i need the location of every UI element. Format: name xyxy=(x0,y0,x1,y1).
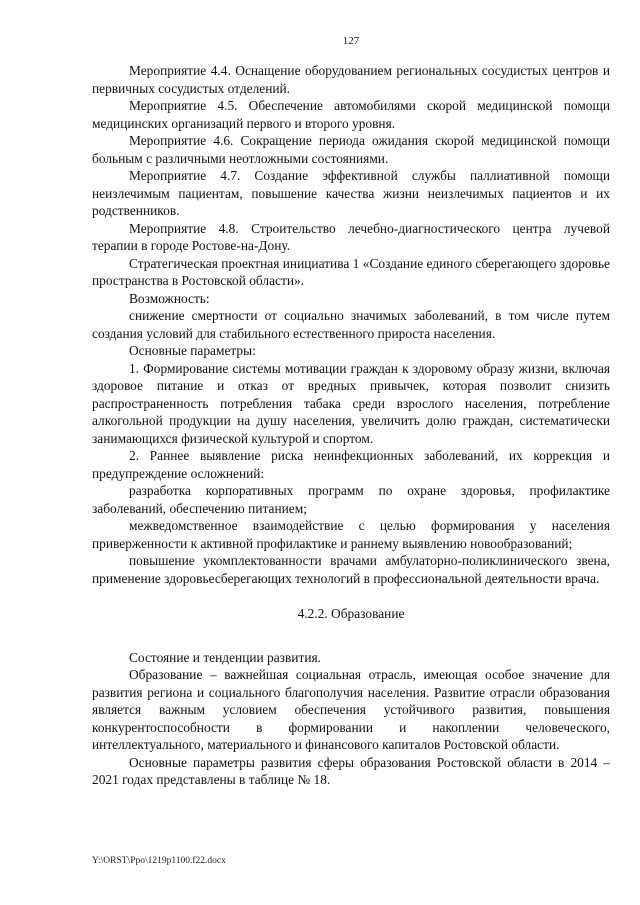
paragraph-opportunity-label: Возможность: xyxy=(129,290,210,306)
section-heading: 4.2.2. Образование xyxy=(297,606,405,621)
paragraph-state-and-trends: Состояние и тенденции развития. xyxy=(129,649,321,665)
paragraph-interagency-cooperation: межведомственное взаимодействие с целью формирования у населения приверженности к активной профилактике и раннему выявлению новообразований; xyxy=(92,518,610,551)
paragraph-parameter-1: 1. Формирование системы мотивации граждан к здоровому образу жизни, включая здоровое питание и отказ от вредных привычек, которая позволит снизить распространенность потребления табака среди взрослого населения, потребление алкогольной продукции на душу населения, увеличить долю граждан, систематически занимающихся физической культурой и спортом. xyxy=(92,360,610,446)
footer-file-path: Y:\ORST\Ppo\1219p1100.f22.docx xyxy=(92,856,226,866)
paragraph-strategic-initiative: Стратегическая проектная инициатива 1 «Создание единого сберегающего здоровье пространства в Ростовской области». xyxy=(92,255,610,288)
page-number: 127 xyxy=(342,35,360,47)
paragraph-measure-4-5: Мероприятие 4.5. Обеспечение автомобилями скорой медицинской помощи медицинских организаций первого и второго уровня. xyxy=(92,98,610,131)
paragraph-measure-4-8: Мероприятие 4.8. Строительство лечебно-диагностического центра лучевой терапии в городе Ростове-на-Дону. xyxy=(92,220,610,253)
paragraph-parameter-2: 2. Раннее выявление риска неинфекционных заболеваний, их коррекция и предупреждение осложнений: xyxy=(92,448,610,481)
document-page xyxy=(92,34,610,789)
paragraph-education-importance: Образование – важнейшая социальная отрасль, имеющая особое значение для развития региона и социального благополучия населения. Развитие отрасли образования является важным условием обеспечения устойчивого развития, повышения конкурентоспособности в формировании и накоплении человеческого, интеллектуального, материального и финансового капиталов Ростовской области. xyxy=(92,667,610,752)
paragraph-staffing: повышение укомплектованности врачами амбулаторно-поликлинического звена, применение здоровьесберегающих технологий в профессиональной деятельности врача. xyxy=(92,553,610,586)
paragraph-opportunity-text: снижение смертности от социально значимых заболеваний, в том числе путем создания условий для стабильного естественного прироста населения. xyxy=(92,308,610,341)
paragraph-table-reference: Основные параметры развития сферы образования Ростовской области в 2014 – 2021 годах представлены в таблице № 18. xyxy=(92,754,610,787)
paragraph-measure-4-4: Мероприятие 4.4. Оснащение оборудованием региональных сосудистых центров и первичных сосудистых отделений. xyxy=(92,63,610,96)
paragraph-parameters-label: Основные параметры: xyxy=(129,343,256,358)
paragraph-measure-4-6: Мероприятие 4.6. Сокращение периода ожидания скорой медицинской помощи больным с различными неотложными состояниями. xyxy=(92,133,610,166)
paragraph-corporate-programs: разработка корпоративных программ по охране здоровья, профилактике заболеваний, обеспечению питанием; xyxy=(92,483,610,516)
paragraph-measure-4-7: Мероприятие 4.7. Создание эффективной службы паллиативной помощи неизлечимым пациентам, повышение качества жизни неизлечимых пациентов и их родственников. xyxy=(92,168,610,218)
